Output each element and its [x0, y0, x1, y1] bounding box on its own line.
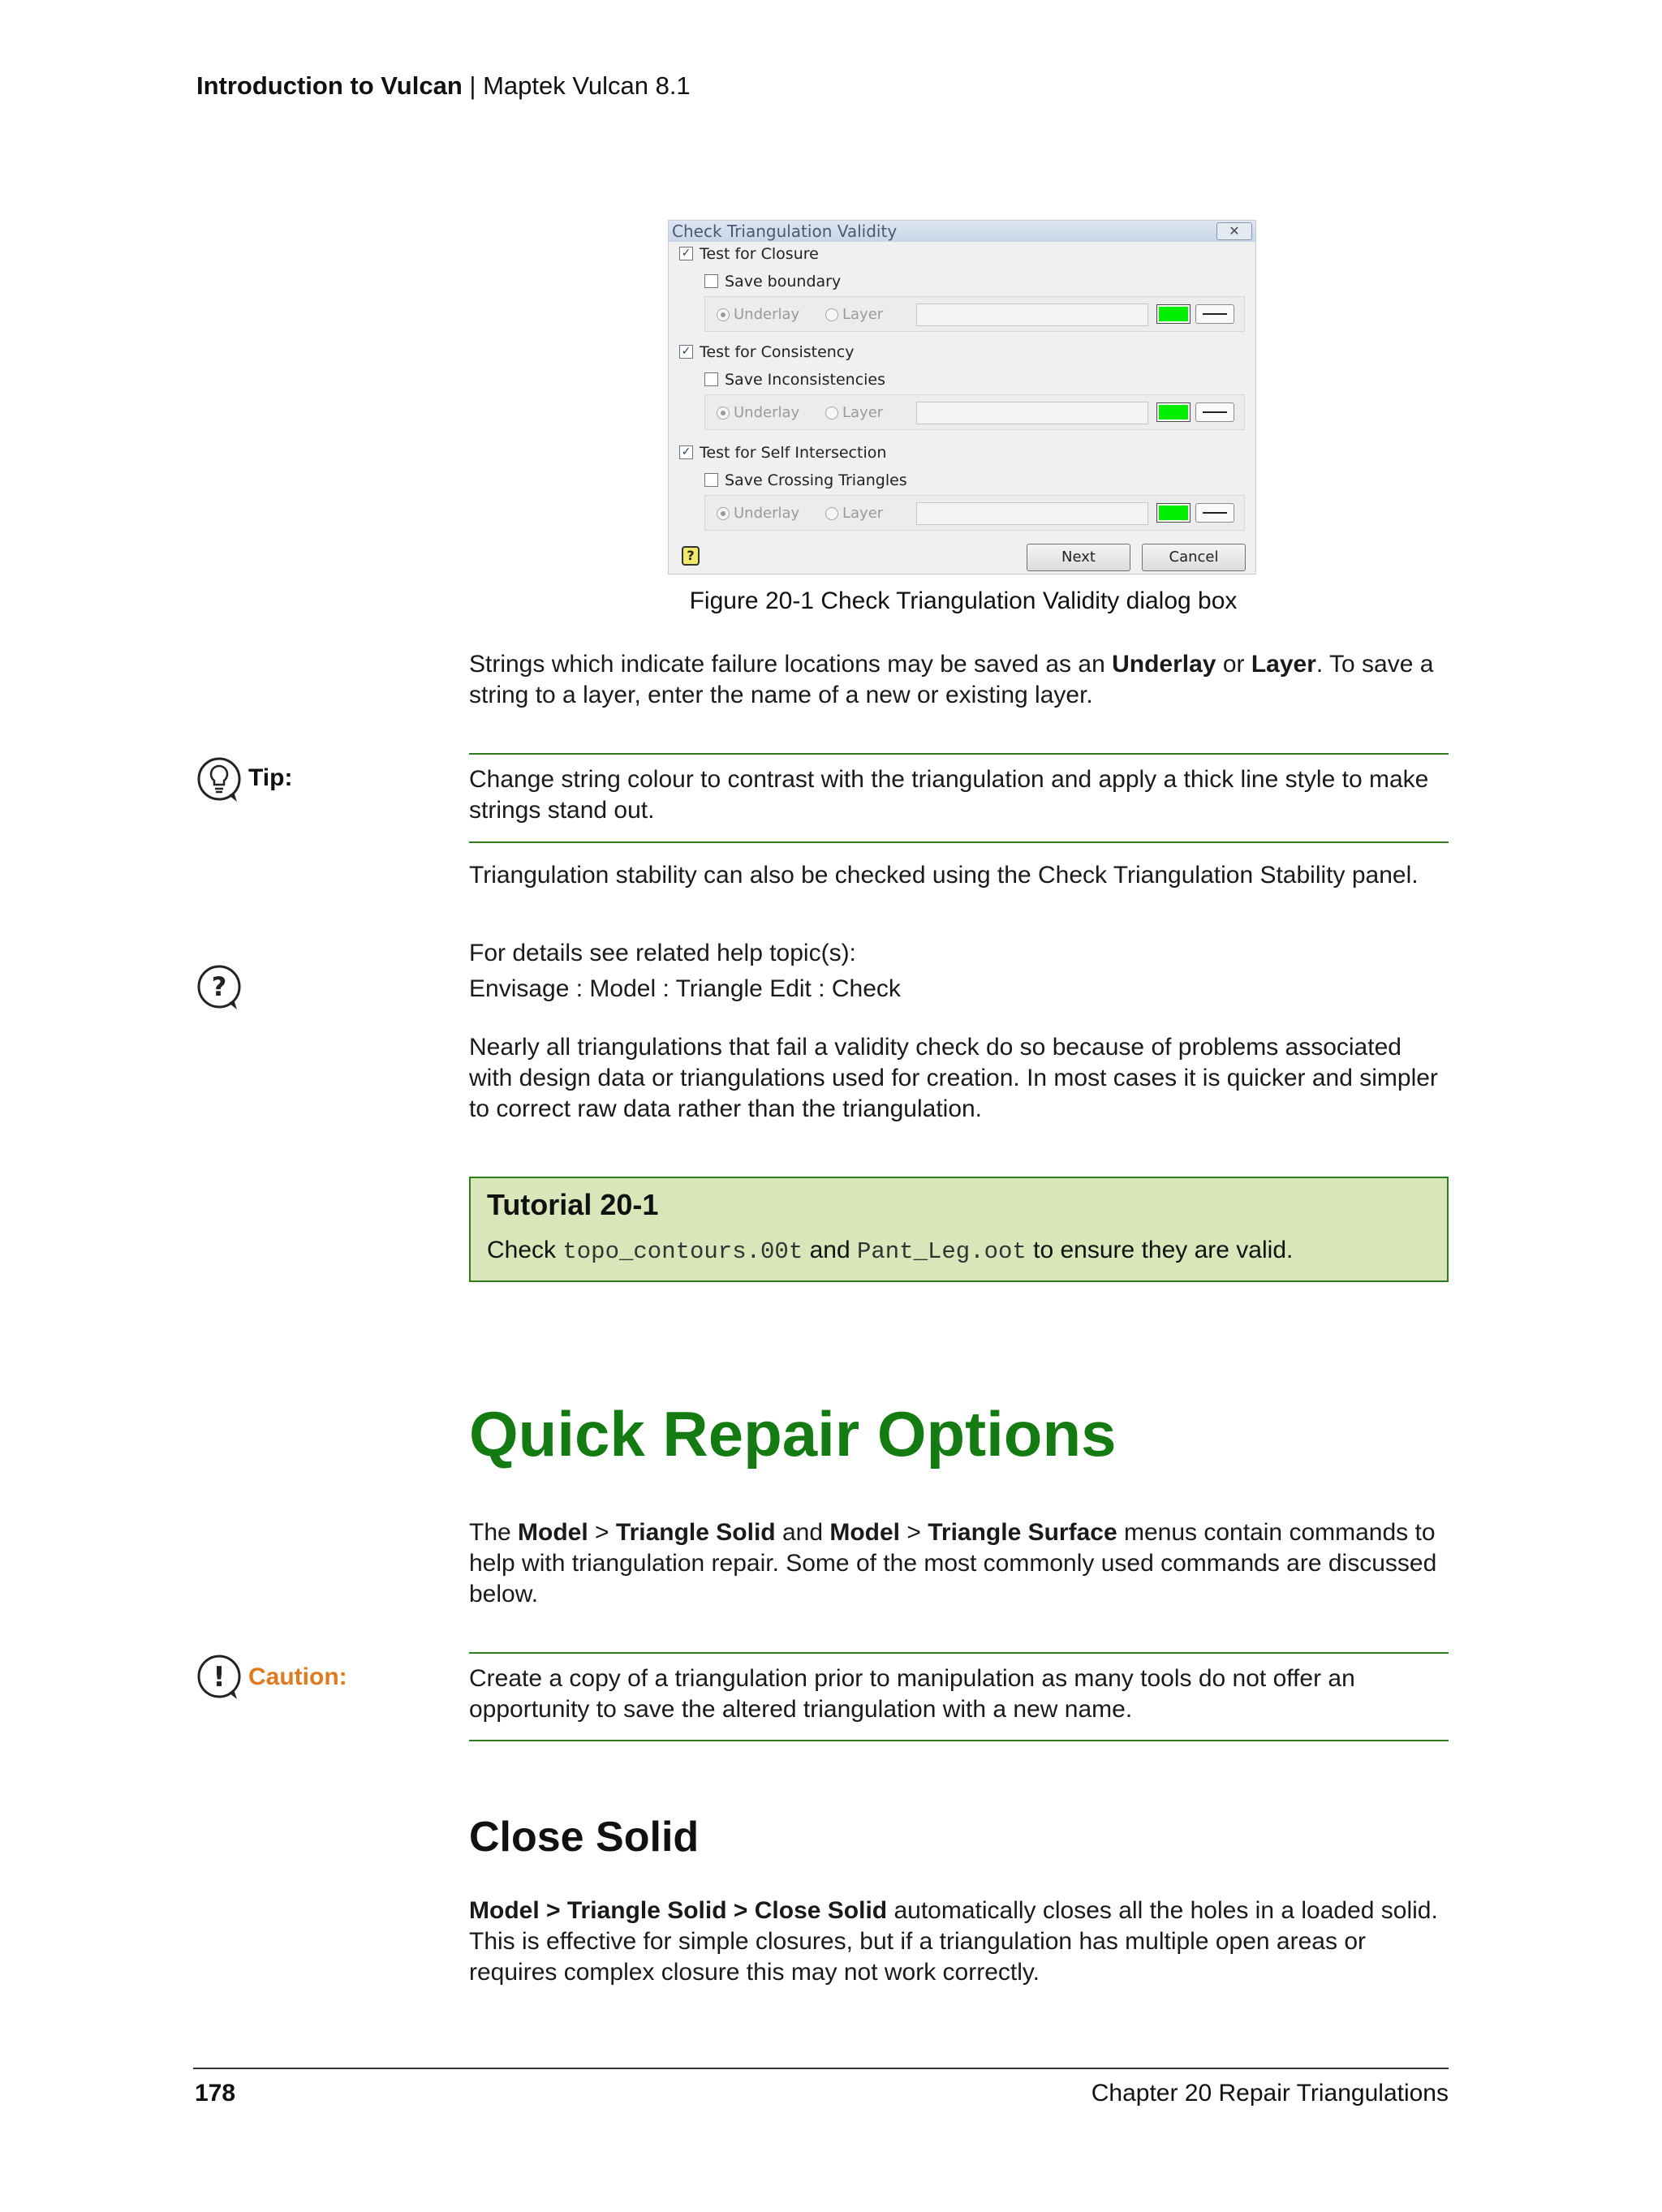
underlay-label: Underlay	[734, 306, 800, 323]
footer-rule	[193, 2068, 1449, 2069]
caution-label: Caution:	[248, 1663, 347, 1690]
next-button[interactable]: Next	[1027, 544, 1130, 571]
closure-output-group	[704, 296, 1245, 332]
test-closure-label: Test for Closure	[700, 245, 819, 263]
test-self-intersection-label: Test for Self Intersection	[700, 444, 887, 462]
strings-paragraph	[469, 649, 1451, 711]
text-run: and	[775, 1519, 830, 1546]
page-number: 178	[195, 2080, 236, 2107]
line-style-button[interactable]	[1195, 304, 1234, 324]
menu-term: Triangle Solid	[615, 1519, 776, 1546]
text-run: and	[803, 1237, 857, 1263]
test-consistency-label: Test for Consistency	[700, 343, 855, 361]
tip-bottom-rule	[469, 841, 1449, 843]
text-run: Strings which indicate failure locations may be saved as an	[469, 651, 1113, 678]
menu-term: Model	[518, 1519, 588, 1546]
text-run: >	[588, 1519, 616, 1546]
underlay-radio[interactable]	[717, 507, 730, 520]
save-crossing-triangles-label: Save Crossing Triangles	[725, 471, 907, 489]
caution-text: Create a copy of a triangulation prior to manipulation as many tools do not offer an opportunity to save the altered triangulation with a new name.	[469, 1665, 1355, 1723]
text-run: Check	[487, 1237, 563, 1263]
test-closure-checkbox[interactable]: ✓	[679, 247, 693, 260]
consistency-output-group	[704, 394, 1245, 430]
help-topic-link[interactable]: Envisage : Model : Triangle Edit : Check	[469, 975, 901, 1002]
colour-button[interactable]	[1156, 402, 1191, 422]
exclamation-icon	[196, 1654, 243, 1701]
product-name: Maptek Vulcan 8.1	[483, 71, 691, 100]
text-run: The	[469, 1519, 519, 1546]
tutorial-text	[487, 1235, 1293, 1267]
caution-bottom-rule	[469, 1740, 1449, 1741]
underlay-label: Underlay	[734, 505, 800, 522]
colour-button[interactable]	[1156, 503, 1191, 523]
save-inconsistencies-checkbox[interactable]	[704, 372, 718, 386]
section-heading: Quick Repair Options	[469, 1398, 1117, 1470]
dialog-titlebar	[669, 221, 1255, 242]
layer-radio[interactable]	[825, 507, 838, 520]
book-title: Introduction to Vulcan	[196, 71, 463, 100]
text-run: automatically closes all the holes in a loaded solid. This is effective for simple closures, but if a triangulation has multiple open areas or requires complex closure this may not work correctly.	[469, 1897, 1438, 1986]
lightbulb-icon	[196, 756, 243, 803]
failure-paragraph: Nearly all triangulations that fail a validity check do so because of problems associated with design data or triangulations used for creation. In most cases it is quicker and simpler to correct raw data rather than the triangulation.	[469, 1034, 1438, 1122]
header-separator: |	[462, 71, 484, 100]
layer-term: Layer	[1251, 651, 1316, 678]
tip-top-rule	[469, 753, 1449, 755]
underlay-label: Underlay	[734, 404, 800, 421]
menu-path: Model > Triangle Solid > Close Solid	[469, 1897, 888, 1924]
subsection-heading: Close Solid	[469, 1814, 700, 1861]
layer-radio[interactable]	[825, 407, 838, 420]
help-topic-intro: For details see related help topic(s):	[469, 940, 856, 966]
save-boundary-label: Save boundary	[725, 273, 842, 290]
dialog-help-icon[interactable]: ?	[682, 546, 700, 566]
underlay-radio[interactable]	[717, 407, 730, 420]
layer-name-input[interactable]	[916, 402, 1148, 424]
test-consistency-checkbox[interactable]: ✓	[679, 345, 693, 359]
tutorial-box	[469, 1177, 1449, 1282]
question-glyph: ?	[211, 971, 227, 1002]
question-icon	[196, 964, 243, 1011]
text-run: to ensure they are valid.	[1026, 1237, 1294, 1263]
save-crossing-triangles-checkbox[interactable]	[704, 473, 718, 487]
text-run: >	[900, 1519, 928, 1546]
layer-label: Layer	[842, 306, 884, 323]
text-run: menus contain commands to help with triangulation repair. Some of the most commonly used commands are discussed below.	[469, 1519, 1437, 1607]
chapter-title: Chapter 20 Repair Triangulations	[1091, 2080, 1449, 2107]
caution-top-rule	[469, 1652, 1449, 1654]
line-style-button[interactable]	[1195, 503, 1234, 523]
close-solid-paragraph	[469, 1896, 1451, 1988]
exclamation-glyph: !	[213, 1661, 226, 1693]
save-inconsistencies-label: Save Inconsistencies	[725, 371, 886, 389]
filename-pant-leg: Pant_Leg.oot	[856, 1238, 1027, 1265]
menu-term: Model	[829, 1519, 901, 1546]
test-self-intersection-checkbox[interactable]: ✓	[679, 445, 693, 459]
tip-label: Tip:	[248, 764, 293, 791]
save-boundary-checkbox[interactable]	[704, 274, 718, 288]
layer-name-input[interactable]	[916, 303, 1148, 326]
dialog-title: Check Triangulation Validity	[672, 222, 898, 241]
check-triangulation-dialog	[668, 220, 1256, 575]
layer-label: Layer	[842, 404, 884, 421]
underlay-term: Underlay	[1112, 651, 1216, 678]
stability-paragraph: Triangulation stability can also be checked using the Check Triangulation Stability panel.	[469, 862, 1419, 889]
menus-paragraph	[469, 1517, 1451, 1610]
intersection-output-group	[704, 495, 1245, 531]
tutorial-title: Tutorial 20-1	[487, 1188, 659, 1221]
menu-term: Triangle Surface	[928, 1519, 1117, 1546]
colour-button[interactable]	[1156, 304, 1191, 324]
cancel-button[interactable]: Cancel	[1142, 544, 1246, 571]
text-run: . To save a string to a layer, enter the name of a new or existing layer.	[469, 651, 1434, 708]
line-style-button[interactable]	[1195, 402, 1234, 422]
layer-radio[interactable]	[825, 308, 838, 321]
underlay-radio[interactable]	[717, 308, 730, 321]
close-button[interactable]: ✕	[1216, 222, 1252, 240]
tip-text: Change string colour to contrast with the triangulation and apply a thick line style to make strings stand out.	[469, 766, 1429, 824]
page-header	[196, 71, 691, 101]
layer-label: Layer	[842, 505, 884, 522]
text-run: or	[1216, 651, 1251, 678]
filename-topo-contours: topo_contours.00t	[562, 1238, 803, 1265]
figure-caption: Figure 20-1 Check Triangulation Validity dialog box	[689, 587, 1238, 614]
layer-name-input[interactable]	[916, 502, 1148, 525]
